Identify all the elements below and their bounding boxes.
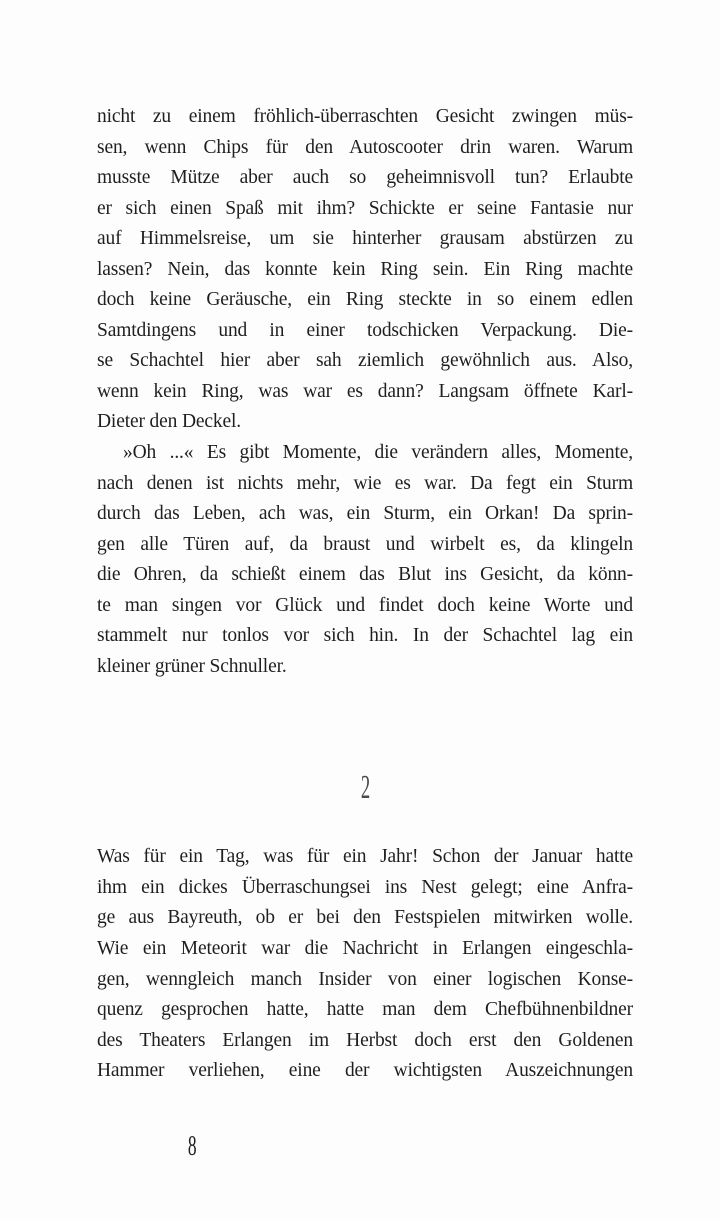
paragraph — [97, 438, 633, 682]
text-line: quenz gesprochen hatte, hatte man dem Chefbühnenbildner — [97, 999, 633, 1021]
text-line: se Schachtel hier aber sah ziemlich gewöhnlich aus. Also, — [97, 350, 633, 372]
text-line: durch das Leben, ach was, ein Sturm, ein Orkan! Da sprin- — [97, 503, 633, 525]
text-line: die Ohren, da schießt einem das Blut ins Gesicht, da könn- — [97, 564, 633, 586]
text-line: nach denen ist nichts mehr, wie es war. Da fegt ein Sturm — [97, 472, 633, 494]
text-line: nicht zu einem fröhlich-überraschten Gesicht zwingen müs- — [97, 106, 633, 127]
text-line: auf Himmelsreise, um sie hinterher grausam abstürzen zu — [97, 228, 633, 250]
page-number-digit: 8 — [187, 1130, 197, 1162]
chapter-number-digit: 2 — [360, 769, 370, 807]
text-line: sen, wenn Chips für den Autoscooter drin waren. Warum — [97, 136, 633, 158]
text-line: ihm ein dickes Überraschungsei ins Nest gelegt; eine Anfra- — [97, 876, 633, 898]
chapter-number — [97, 770, 633, 806]
text-line: wenn kein Ring, was war es dann? Langsam öffnete Karl- — [97, 380, 633, 402]
text-line: »Oh ...« Es gibt Momente, die verändern alles, Momente, — [123, 442, 633, 464]
text-line: Hammer verliehen, eine der wichtigsten Auszeichnungen — [97, 1060, 633, 1082]
text-line: Samtdingens und in einer todschicken Verpackung. Die- — [97, 319, 633, 341]
text-line: lassen? Nein, das konnte kein Ring sein. Ein Ring machte — [97, 258, 633, 280]
text-line: er sich einen Spaß mit ihm? Schickte er seine Fantasie nur — [97, 197, 633, 219]
text-line: Was für ein Tag, was für ein Jahr! Schon der Januar hatte — [97, 846, 633, 868]
text-line: stammelt nur tonlos vor sich hin. In der Schachtel lag ein — [97, 625, 633, 647]
text-line: des Theaters Erlangen im Herbst doch erst den Goldenen — [97, 1029, 633, 1051]
paragraph — [97, 842, 633, 1086]
text-line: Dieter den Deckel. — [97, 411, 242, 433]
text-line: te man singen vor Glück und findet doch keine Worte und — [97, 594, 633, 616]
text-line: musste Mütze aber auch so geheimnisvoll tun? Erlaubte — [97, 167, 633, 189]
text-line: ge aus Bayreuth, ob er bei den Festspielen mitwirken wolle. — [97, 907, 633, 929]
text-line: doch keine Geräusche, ein Ring steckte in so einem edlen — [97, 289, 633, 311]
text-line: Wie ein Meteorit war die Nachricht in Erlangen eingeschla- — [97, 938, 633, 960]
text-line: gen, wenngleich manch Insider von einer logischen Konse- — [97, 968, 633, 990]
text-line: kleiner grüner Schnuller. — [97, 655, 287, 677]
paragraph — [97, 102, 633, 438]
page-number — [180, 1130, 204, 1162]
body-text — [97, 102, 633, 1087]
text-line: gen alle Türen auf, da braust und wirbelt es, da klingeln — [97, 533, 633, 555]
